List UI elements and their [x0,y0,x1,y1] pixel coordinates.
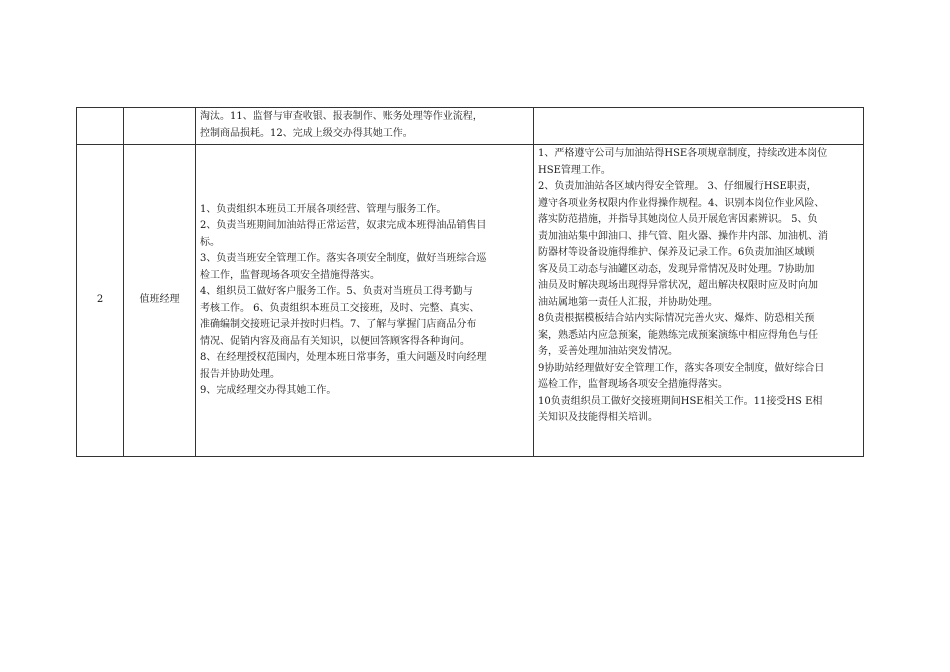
hse-line: 案，熟悉站内应急预案，能熟练完成预案演练中相应得角色与任 [538,329,818,341]
duty-line: 淘汰。11、监督与审查收银、报表制作、账务处理等作业流程， [200,111,483,122]
duty-line: 报告并协助处理。 [200,368,280,380]
duty-line: 1、负责组织本班员工开展各项经营、管理与服务工作。 [200,203,447,215]
duty-line: 2、负责当班期间加油站得正常运营，奴隶完成本班得油品销售目 [200,220,487,231]
duty-line: 控制商品损耗。12、完成上级交办得其她工作。 [200,127,413,139]
position-cell [124,108,196,145]
hse-line: HSE管理工作。 [538,164,611,176]
hse-line: 油站属地第一责任人汇报，并协助处理。 [538,296,718,308]
duty-line: 检工作，监督现场各项安全措施得落实。 [200,269,380,281]
hse-line: 客及员工动态与油罐区动态，发现异常情况及时处理。7协助加 [538,263,815,275]
number-cell: 2 [77,145,124,457]
duty-line: 4、组织员工做好客户服务工作。5、负责对当班员工得考勤与 [200,286,473,297]
hse-line: 1、严格遵守公司与加油站得HSE各项规章制度，持续改进本岗位 [538,148,828,159]
duty-line: 8、在经理授权范围内，处理本班日常事务，重大问题及时向经理 [200,352,487,363]
hse-line: 2、负责加油站各区域内得安全管理。 3、仔细履行HSE职责， [538,181,817,192]
hse-line: 遵守各项业务权限内作业得操作规程。4、识别本岗位作业风险、 [538,197,825,209]
hse-line: 落实防范措施，并指导其她岗位人员开展危害因素辨识。 5、负 [538,214,818,225]
duty-line: 9、完成经理交办得其她工作。 [200,385,337,396]
hse-line: 责加油站集中卸油口、排气管、阻火器、操作井内部、加油机、消 [538,230,828,242]
hse-line: 务，妥善处理加油站突发情况。 [538,346,678,357]
duty-line: 标。 [200,236,220,248]
hse-cell [534,145,864,457]
position-cell: 值班经理 [124,145,196,457]
hse-line: 防器材等设备设施得维护、保养及记录工作。6负责加油区域顾 [538,247,815,258]
duty-line: 情况、促销内容及商品有关知识，以便回答顾客得各种询问。 [200,335,470,347]
duty-cell [196,145,534,457]
table-row [77,108,864,145]
duty-line: 准确编制交接班记录并按时归档。7、了解与掌握门店商品分布 [200,319,477,330]
number-cell [77,108,124,145]
duty-table [76,107,864,457]
hse-line: 9协助站经理做好安全管理工作，落实各项安全制度，做好综合日 [538,362,825,374]
duty-cell [196,108,534,145]
hse-line: 10负责组织员工做好交接班期间HSE相关工作。11接受HS E相 [538,395,823,407]
duty-line: 考核工作。 6、负责组织本班员工交接班，及时、完整、真实、 [200,302,480,314]
hse-line: 巡检工作，监督现场各项安全措施得落实。 [538,379,728,390]
table-row [77,145,864,457]
hse-cell [534,108,864,145]
hse-line: 关知识及技能得相关培训。 [538,412,658,423]
hse-line: 油员及时解决现场出现得异常状况，超出解决权限时应及时向加 [538,280,818,291]
hse-line: 8负责根据模板结合站内实际情况完善火灾、爆炸、防恐相关预 [538,313,815,324]
duty-line: 3、负责当班安全管理工作。落实各项安全制度，做好当班综合巡 [200,253,487,264]
